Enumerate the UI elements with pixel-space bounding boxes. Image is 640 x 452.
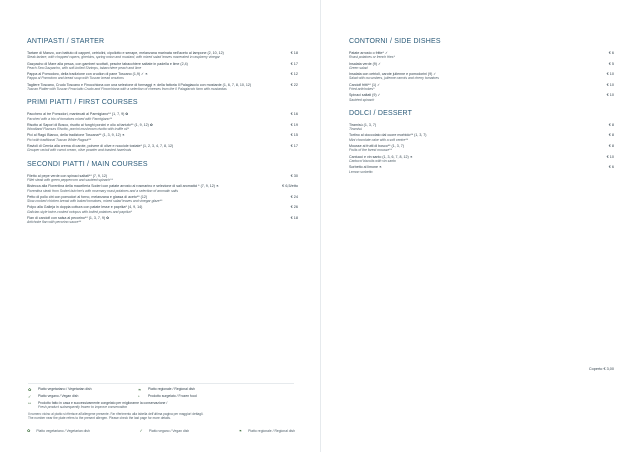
dish-name-it: Mousse ai frutti di bosco** (1, 3, 7) xyxy=(349,144,404,149)
menu-item xyxy=(349,155,614,163)
dish-name-en: Roast potatoes or french fries* xyxy=(349,55,395,60)
dish-name-it: Insalata verde (9) ✓ xyxy=(349,61,381,66)
dish-name-it: Polpo alla Galleja in doppia cottura con patate lesse e paprika* (4, 9, 14) xyxy=(27,205,143,210)
dish-name-it: Tartare di Manzo, con battuto di capperi, cetriolini, cipollotto e senape, melanzana marinata nell'aceto al lampone (2, 10, 12) xyxy=(27,51,224,55)
dish-name-en: Grouper ravioli with carrot cream, olive powder and toasted hazelnuts xyxy=(27,148,132,153)
dish-price: € 5 xyxy=(608,61,614,66)
dish-name-en: Fillet steak with green peppercorn and sautéed spinach** xyxy=(27,177,113,182)
menu-item xyxy=(349,123,614,131)
menu-item xyxy=(27,144,298,152)
dish-price: € 26 xyxy=(290,205,298,210)
dish-name-en: Paccheri with a trio of tomatoes mixed with Parmigiano** xyxy=(27,116,112,121)
dish-price: € 30 xyxy=(290,173,298,178)
dish-name-en: Galician-style twice-cooked octopus with boiled potatoes and paprika* xyxy=(27,209,132,214)
section-title: ANTIPASTI / STARTER xyxy=(27,38,105,45)
dish-price: € 8 xyxy=(608,144,614,149)
dish-name-it: Flan di carciofi con salsa al pecorino** (1, 3, 7, 9) ✿ xyxy=(27,215,110,220)
section-title: SECONDI PIATTI / MAIN COURSES xyxy=(27,160,148,168)
footer-vegan: Piatto vegano / Vegan dish xyxy=(148,429,190,433)
dish-name-en: Tuscan Platter with Tuscan Prosciutto Crudo and Finocchiona with a selection of cheeses from the Il Palagiaccio farm with mustardas xyxy=(27,87,227,92)
dish-name-it: Pappa al Pomodoro, della tradizione con crudion di pane Toscano (1,9) ✓ ❧ xyxy=(27,72,149,77)
dish-name-it: Ravioli di Cernia alla crema di carote, polvere di olive e nocciole tostate* (1, 2, 3, 4, 7, 8, 12) xyxy=(27,144,174,149)
tuscany-icon: ❧ xyxy=(138,387,142,392)
legend xyxy=(28,383,294,420)
dish-name-it: Tiramisù (1, 3, 7) xyxy=(349,122,377,127)
dish-name-it: Filetto al pepe verde con spinaci saltati** (7, 9, 12) xyxy=(27,173,108,178)
frozen-mark: * xyxy=(138,394,140,399)
dish-name-en: Pici with traditional Tuscan White Ragout** xyxy=(27,137,92,142)
dish-name-en: Peach Sea Gazpacho, with soft-boiled Shrimps, tabacchiere peach and lime xyxy=(27,65,142,70)
dish-name-en: Lemon sorbetto xyxy=(349,169,373,174)
menu-item xyxy=(27,83,298,91)
dish-price: € 8 xyxy=(608,122,614,127)
legend-fresh-it: Prodotto fatto in casa e successivamente congelato per migliorarne la conservazione / xyxy=(38,401,168,405)
menu-item xyxy=(27,184,298,192)
dish-name-it: Spinaci saltati (9) ✓ xyxy=(349,93,381,98)
dish-name-en: Sautéed spinach xyxy=(349,97,375,102)
dish-name-it: Cantucci e vin santo (1, 3, 6, 7, 8, 12) ❧ xyxy=(349,154,413,159)
leaf-icon: ✿ xyxy=(28,387,32,392)
menu-item xyxy=(27,51,298,59)
legend-frozen: Prodotto surgelato / Frozen food xyxy=(148,394,197,398)
dish-name-it: Patate arrosto o fritte* ✓ xyxy=(349,51,388,55)
legend-regional: Piatto regionale / Regional dish xyxy=(148,387,195,391)
menu-item xyxy=(27,205,298,213)
menu-page-right xyxy=(320,0,640,452)
section-title: DOLCI / DESSERT xyxy=(349,109,413,117)
dish-price: € 10 xyxy=(606,93,614,98)
dish-price: € 18 xyxy=(290,51,298,55)
dish-name-it: Carciofi fritti** (1) ✓ xyxy=(349,82,381,87)
legend-vegan: Piatto vegano / Vegan dish xyxy=(38,394,79,398)
dish-price: € 10 xyxy=(606,154,614,159)
menu-item xyxy=(349,62,614,70)
menu-item xyxy=(27,216,298,224)
menu-item xyxy=(27,62,298,70)
dish-price: € 18 xyxy=(290,215,298,220)
dish-name-it: Pici al Ragù Bianco, della tradizione Toscana** (1, 3, 9, 12) ❧ xyxy=(27,133,125,138)
dish-price: € 10 xyxy=(606,72,614,77)
tuscany-icon: ❧ xyxy=(238,428,243,433)
dish-name-it: Gazpacho di Mare alla pesca, con gamberi scottati, pesche tabacchiere saltate in padella e lime (2,4) xyxy=(27,61,188,66)
dish-name-it: Risotto ai Sapori di Bosco, risotto ai funghi porcini e olio al tartufo** (1, 9, 12) ✿ xyxy=(27,122,153,127)
dish-price: € 15 xyxy=(290,133,298,138)
dish-name-en: Tiramisù xyxy=(349,127,362,132)
leaf-icon: ✿ xyxy=(27,428,31,433)
dish-name-en: Steak tartare, with chopped capers, gherkins, spring onion and mustard, with mixed salad leaves macerated in raspberry vinegar xyxy=(27,55,220,60)
dish-price: € 6 xyxy=(608,165,614,170)
dish-name-en: Woodland Flavours Risotto, porcini mushroom risotto with truffle oil* xyxy=(27,127,129,132)
dish-name-it: Pacchero al tre Pomodori, mantecati al Parmigiano** (1, 7, 9) ✿ xyxy=(27,112,129,117)
dish-name-en: Artichoke flan with pecorino sauce** xyxy=(27,220,82,225)
section-title: PRIMI PIATTI / FIRST COURSES xyxy=(27,99,138,107)
menu-item xyxy=(27,133,298,141)
dish-name-en: Fiorentina steak from Soderi butcher's with rosemary roast potatoes and a selection of aromatic salts xyxy=(27,188,179,193)
dish-name-en: Salad with cucumbers, julienne carrots and cherry tomatoes xyxy=(349,76,439,81)
dish-name-it: Petto di pollo cbt con pomodori al forno, melanzana e glassa di aceto** (12) xyxy=(27,194,148,199)
vegan-icon: ✓ xyxy=(139,428,143,433)
dish-name-it: Tagliere Toscano, Crudo Toscano e Finocchiona con una selezione di formaggi ❧ della fattoria Il Palagiaccio con mostarde (1, 6, 7, 8, 10, 12) xyxy=(27,82,252,87)
dish-price: € 8 xyxy=(608,133,614,138)
cover-charge: Coperto € 3,00 xyxy=(588,367,614,371)
legend-veg: Piatto vegetariano / Vegetarian dish xyxy=(38,387,92,391)
dish-price: € 22 xyxy=(290,82,298,87)
dish-name-en: Fruits of the forest mousse** xyxy=(349,148,392,153)
dish-name-it: Sorbetto al limone ❧ xyxy=(349,165,382,170)
dish-name-en: Green salad xyxy=(349,65,368,70)
footer-veg: Piatto vegetariano / Vegetarian dish xyxy=(36,429,90,433)
dish-price: € 19 xyxy=(290,122,298,127)
menu-item xyxy=(27,195,298,203)
dish-price: € 17 xyxy=(290,144,298,149)
dish-name-en: Mini chocolate cake with a soft centre** xyxy=(349,137,408,142)
allergen-note-en: The number near the plate refers to the present allergen. Please check the last page for more details. xyxy=(28,416,171,420)
dish-name-en: Pappa al Pomodoro and bread soup with Tuscan bread croutons xyxy=(27,76,124,81)
menu-item xyxy=(27,112,298,120)
menu-item xyxy=(349,93,614,101)
footer-regional: Piatto regionale / Regional dish xyxy=(248,429,295,433)
legend-fresh-en: Fresh product subsequently frozen to improve conservation xyxy=(38,405,128,409)
menu-item xyxy=(349,72,614,80)
menu-item xyxy=(349,83,614,91)
menu-item xyxy=(349,165,614,173)
dish-price: € 17 xyxy=(290,61,298,66)
dish-name-en: Fried artichokes* xyxy=(349,87,375,92)
menu-item xyxy=(349,133,614,141)
dish-name-it: Tortino al cioccolato dal cuore morbido** (1, 3, 7) xyxy=(349,133,427,138)
section-title: CONTORNI / SIDE DISHES xyxy=(349,38,441,45)
dish-name-en: Cantucci biscuits with vin santo xyxy=(349,158,396,163)
dish-price: € 24 xyxy=(290,194,298,199)
menu-item xyxy=(27,174,298,182)
vegan-icon: ✓ xyxy=(28,394,32,399)
menu-item xyxy=(27,72,298,80)
dish-price: € 6 xyxy=(608,51,614,55)
dish-price: € 12 xyxy=(290,72,298,77)
allergen-note-it: Il numero vicino al piatto si riferisce all'allergene presente. Far riferimento alla tabella dell'ultima pagina per maggiori dettagli. xyxy=(28,412,204,416)
left-footer-legend xyxy=(27,428,295,433)
dish-name-en: Slow-cooked chicken breast with baked tomatoes, mixed salad leaves and vinegar glaze** xyxy=(27,199,163,204)
dish-price: € 10 xyxy=(606,82,614,87)
dish-name-it: Bistecca alla Fiorentina della macelleria Soderi con patate arrosto al rosmarino e selezione di sali aromatici * (7, 9, 12) ❧ xyxy=(27,184,219,189)
menu-item xyxy=(349,51,614,59)
fresh-mark: ** xyxy=(28,401,32,406)
dish-price: € 6,5/etto xyxy=(282,184,298,189)
menu-item xyxy=(27,123,298,131)
menu-item xyxy=(349,144,614,152)
dish-name-it: Insalata con cetrioli, carote julienne e pomodorini (9) ✓ xyxy=(349,72,437,77)
dish-price: € 16 xyxy=(290,112,298,117)
